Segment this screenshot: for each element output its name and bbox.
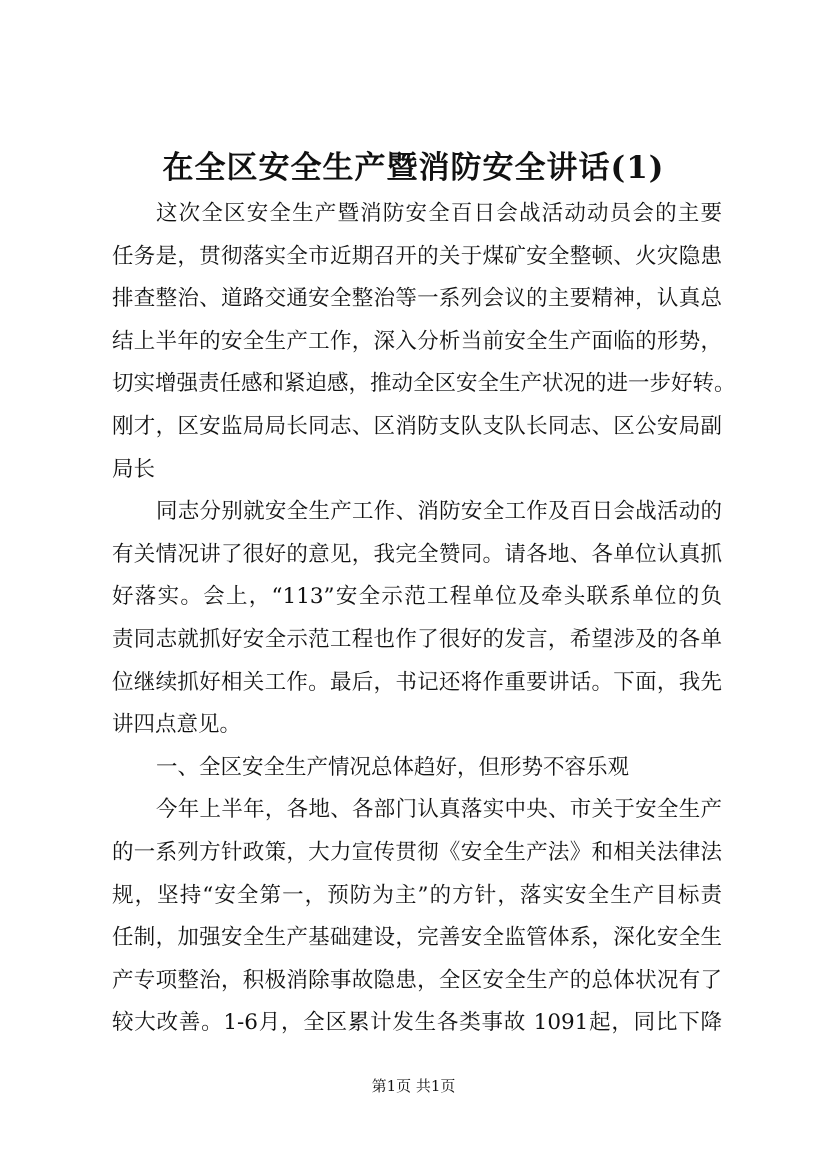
text-line: 结上半年的安全生产工作，深入分析当前安全生产面临的形势， — [112, 328, 722, 354]
text-line: 规，坚持“安全第一，预防为主”的方针，落实安全生产目标责 — [112, 882, 722, 908]
text-line: 一、全区安全生产情况总体趋好，但形势不容乐观 — [156, 754, 630, 780]
text-line: 任制，加强安全生产基础建设，完善安全监管体系，深化安全生 — [112, 925, 722, 951]
text-line: 产专项整治，积极消除事故隐患，全区安全生产的总体状况有了 — [112, 967, 722, 993]
text-line: 这次全区安全生产暨消防安全百日会战活动动员会的主要 — [156, 201, 722, 226]
document-body — [112, 193, 736, 1045]
text-line: 同志分别就安全生产工作、消防安全工作及百日会战活动的 — [156, 499, 722, 525]
text-line: 排查整治、道路交通安全整治等一系列会议的主要精神，认真总 — [112, 286, 722, 312]
text-line: 局长 — [112, 456, 156, 482]
text-line: 好落实。会上，“113”安全示范工程单位及牵头联系单位的负 — [112, 584, 722, 610]
text-line: 责同志就抓好安全示范工程也作了很好的发言，希望涉及的各单 — [112, 626, 722, 652]
text-line: 的一系列方针政策，大力宣传贯彻《安全生产法》和相关法律法 — [112, 839, 722, 865]
text-line: 切实增强责任感和紧迫感，推动全区安全生产状况的进一步好转。 — [112, 371, 736, 397]
text-line: 有关情况讲了很好的意见，我完全赞同。请各地、各单位认真抓 — [112, 541, 722, 567]
text-line: 位继续抓好相关工作。最后，书记还将作重要讲话。下面，我先 — [112, 669, 722, 695]
page-title: 在全区安全生产暨消防安全讲话(1) — [162, 150, 665, 186]
text-line: 刚才，区安监局局长同志、区消防支队支队长同志、区公安局副 — [112, 413, 722, 439]
text-line: 讲四点意见。 — [112, 712, 242, 738]
text-line: 今年上半年，各地、各部门认真落实中央、市关于安全生产 — [156, 797, 722, 823]
text-line: 较大改善。1-6月，全区累计发生各类事故 1091起，同比下降 — [112, 1010, 722, 1036]
text-line: 任务是，贯彻落实全市近期召开的关于煤矿安全整顿、火灾隐患 — [112, 243, 722, 269]
page-footer: 第1页 共1页 — [371, 1077, 456, 1095]
